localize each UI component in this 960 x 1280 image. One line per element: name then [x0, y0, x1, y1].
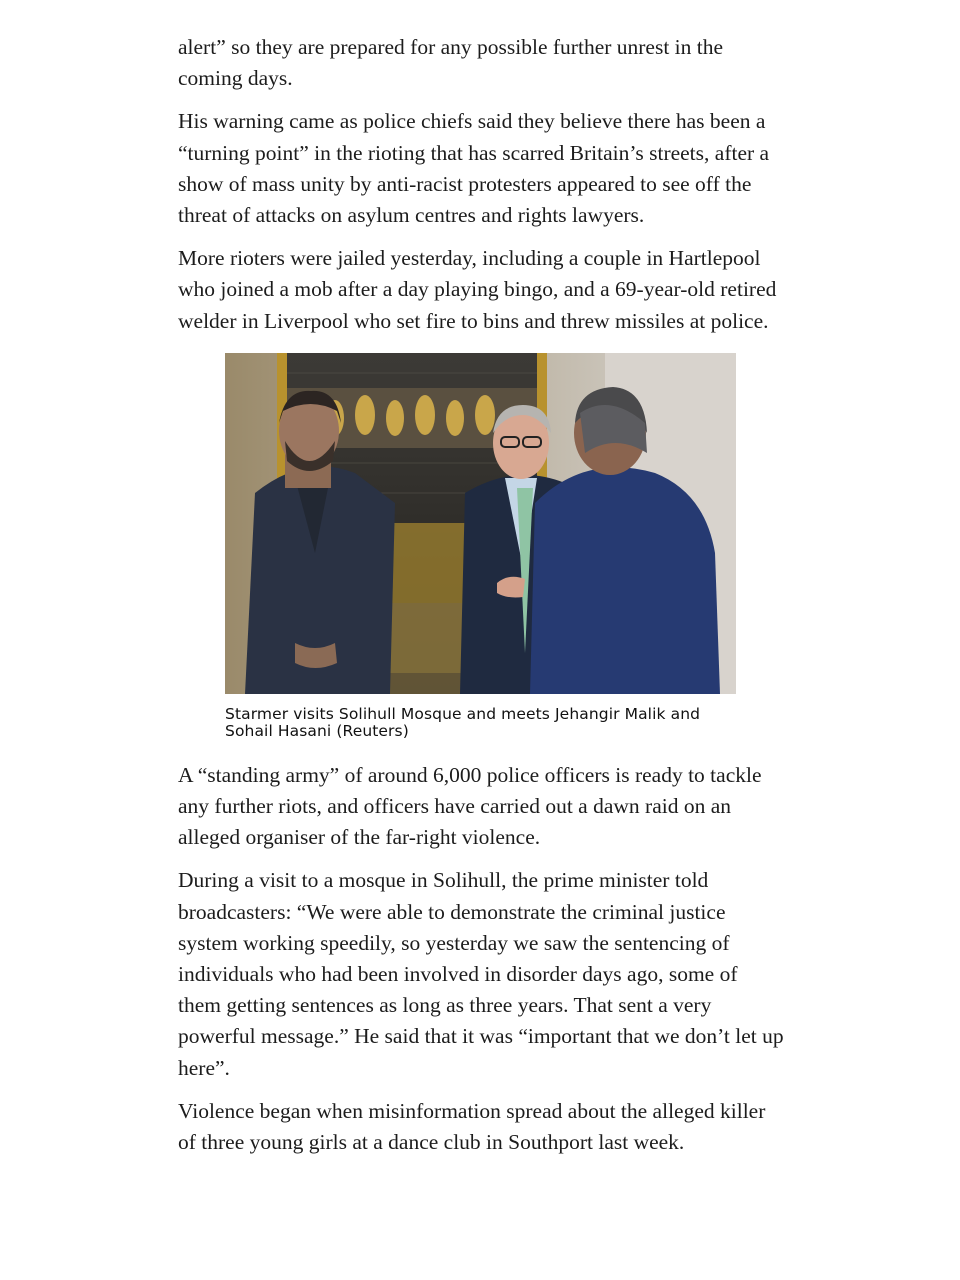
article-paragraph: More rioters were jailed yesterday, including a couple in Hartlepool who joined a mob after a day playing bingo, and a 69-year-old retired welder in Liverpool who set fire to bins and threw missiles at police.: [178, 246, 777, 333]
article-paragraph: Violence began when misinformation spread about the alleged killer of three young girls at a dance club in Southport last week.: [178, 1098, 766, 1155]
article-body: [178, 32, 784, 1170]
article-paragraph: His warning came as police chiefs said they believe there has been a “turning point” in the rioting that has scarred Britain’s streets, after a show of mass unity by anti-racist protesters appeared to see off the threat of attacks on asylum centres and rights lawyers.: [178, 109, 770, 228]
figure-caption: Starmer visits Solihull Mosque and meets Jehangir Malik and Sohail Hasani (Reuters): [225, 704, 701, 740]
article-paragraph: A “standing army” of around 6,000 police officers is ready to tackle any further riots, and officers have carried out a dawn raid on an alleged organiser of the far-right violence.: [178, 762, 762, 850]
article-photo: [225, 353, 736, 694]
article-paragraph: alert” so they are prepared for any possible further unrest in the coming days.: [178, 35, 724, 91]
article-figure: [178, 353, 784, 740]
article-paragraph: During a visit to a mosque in Solihull, the prime minister told broadcasters: “We were able to demonstrate the criminal justice system working speedily, so yesterday we saw the sentencing of individuals who had been involved in disorder days ago, some of them getting sentences as long as three years. That sent a very powerful message.” He said that it was “important that we don’t let up here”.: [178, 868, 784, 1080]
